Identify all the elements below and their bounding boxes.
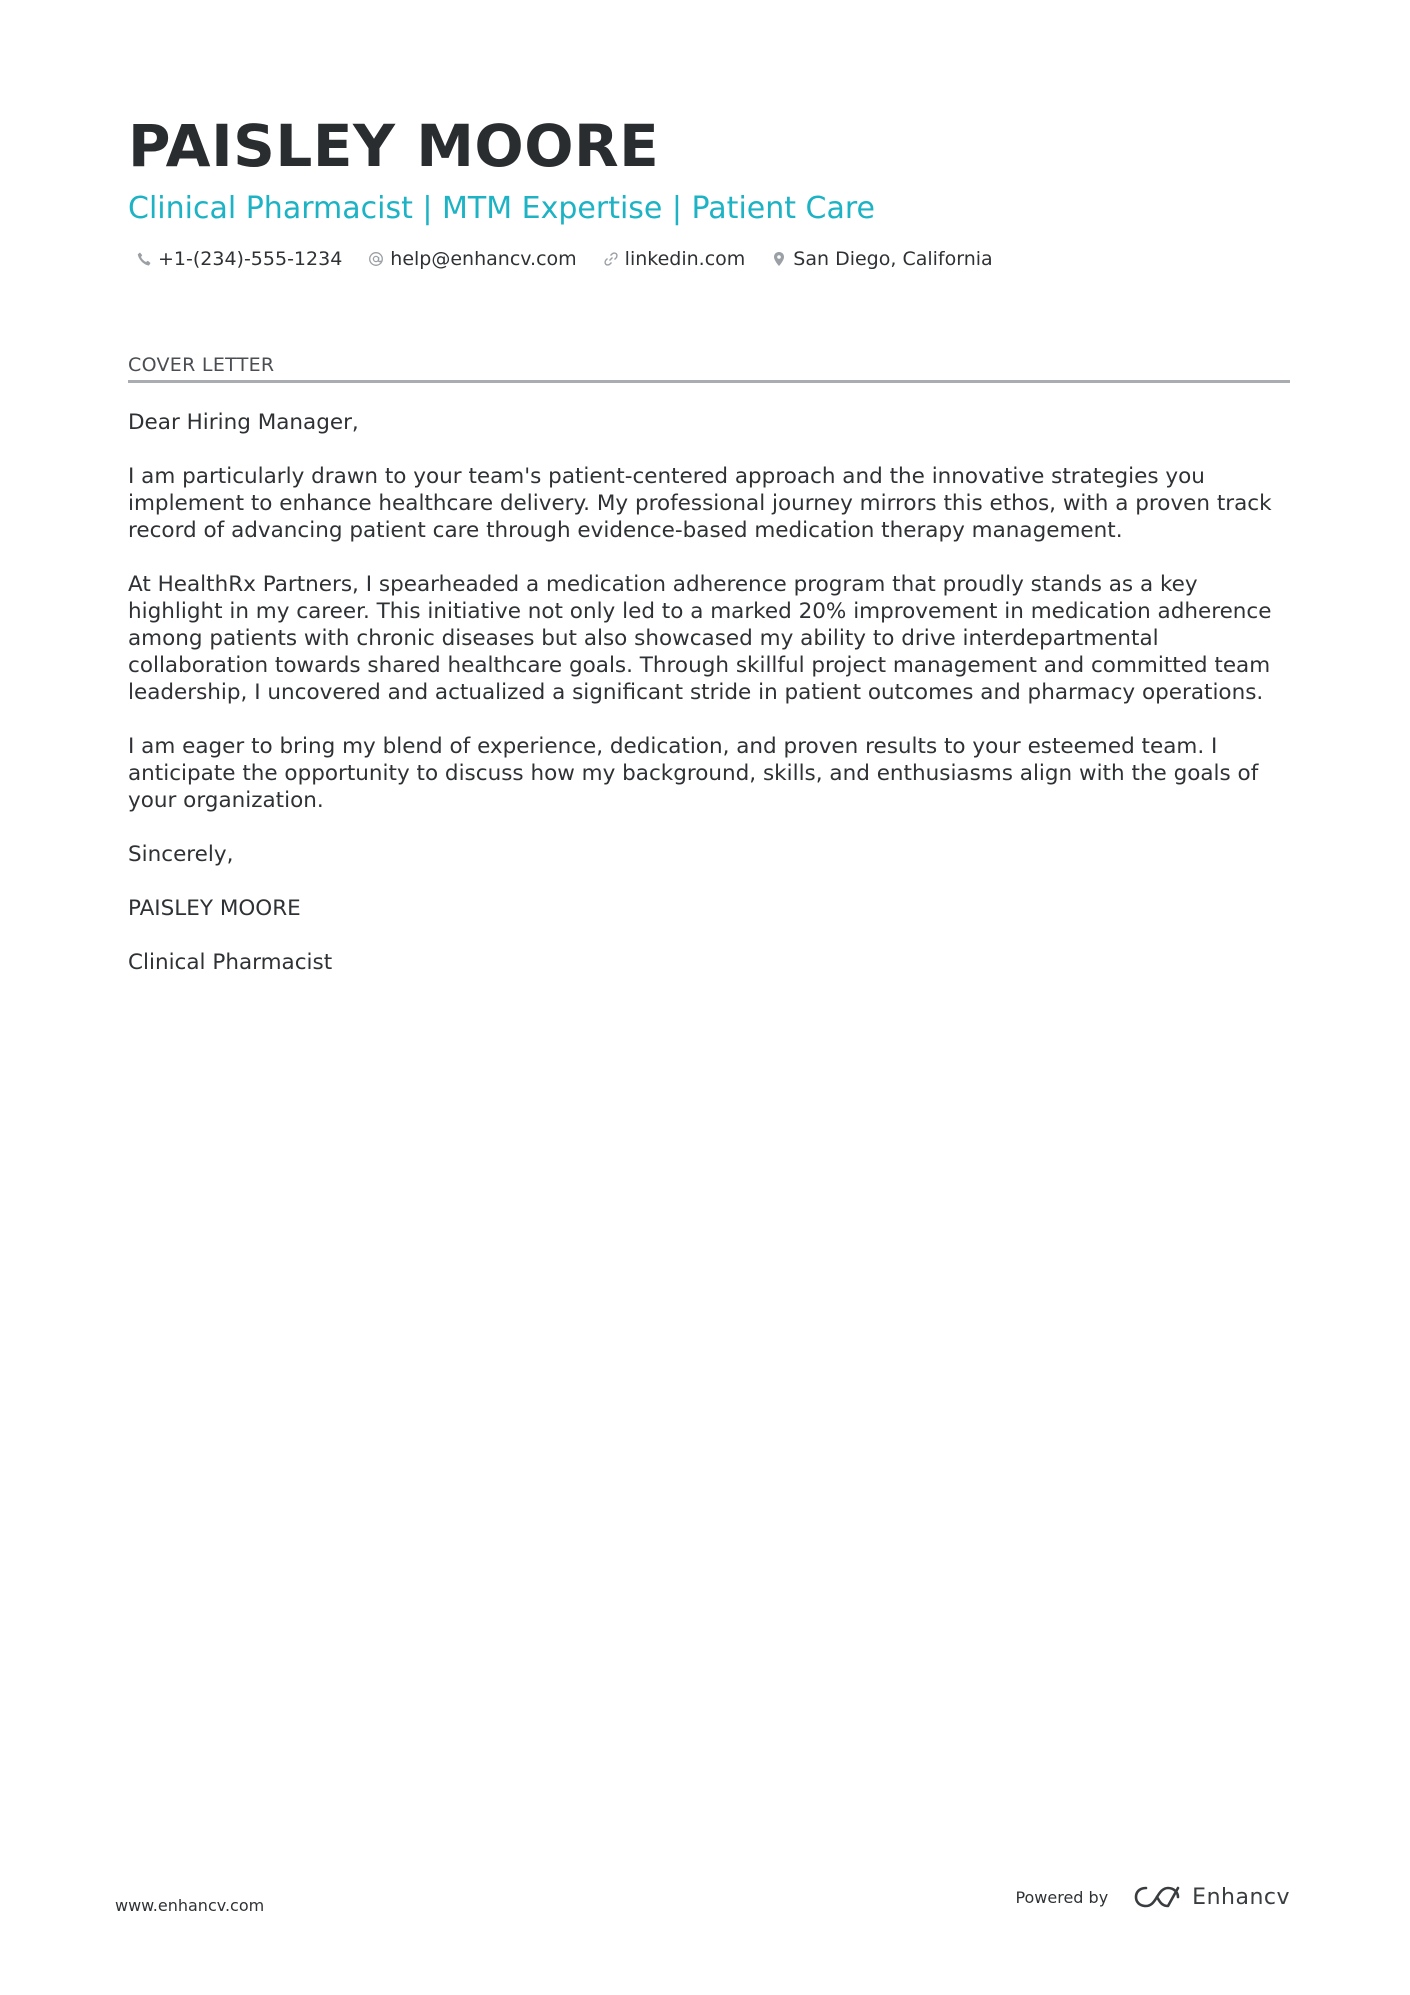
footer-website[interactable]: www.enhancv.com [115,1896,265,1915]
contact-linkedin [603,248,746,270]
letter-greeting: Dear Hiring Manager, [128,410,359,435]
powered-by-label: Powered by [1015,1887,1109,1907]
contact-location [771,248,992,270]
letter-paragraph-1: I am particularly drawn to your team's patient-centered approach and the innovative strategies you implement to enhance healthcare delivery. My professional journey mirrors this ethos, with a proven track record of advancing patient care through evidence-based medication therapy management. [128,464,1272,543]
location-text: San Diego, California [793,248,993,270]
section-title-cover-letter: COVER LETTER [128,354,1290,383]
link-icon [603,251,619,267]
letter-body [128,409,1290,976]
letter-paragraph-3: I am eager to bring my blend of experience, dedication, and proven results to your esteemed team. I anticipate the opportunity to discuss how my background, skills, and enthusiasms align with the goals of your organization. [128,734,1259,813]
email-address: help@enhancv.com [390,248,577,270]
candidate-headline: Clinical Pharmacist | MTM Expertise | Patient Care [128,191,876,226]
signature-title: Clinical Pharmacist [128,950,333,975]
brand-name: Enhancv [1192,1884,1290,1910]
letter-paragraph-2: At HealthRx Partners, I spearheaded a medication adherence program that proudly stands as a key highlight in my career. This initiative not only led to a marked 20% improvement in medication adherence among patients with chronic diseases but also showcased my ability to drive interdepartmental collaboration towards shared healthcare goals. Through skillful project management and committed team leadership, I uncovered and actualized a significant stride in patient outcomes and pharmacy operations. [128,572,1272,705]
phone-icon [136,251,152,267]
brand-logo[interactable] [1134,1884,1290,1910]
cover-letter-page [128,110,1290,1003]
signature-name: PAISLEY MOORE [128,896,301,921]
linkedin-url: linkedin.com [624,248,746,270]
at-icon [368,251,384,267]
contact-bar [128,248,1290,270]
contact-phone [136,248,342,270]
letter-closing: Sincerely, [128,842,234,867]
footer-branding [1015,1884,1290,1910]
location-pin-icon [771,251,787,267]
enhancv-logo-icon [1134,1884,1180,1910]
contact-email [368,248,576,270]
candidate-name: PAISLEY MOORE [128,112,660,180]
phone-number: +1-(234)-555-1234 [158,248,343,270]
